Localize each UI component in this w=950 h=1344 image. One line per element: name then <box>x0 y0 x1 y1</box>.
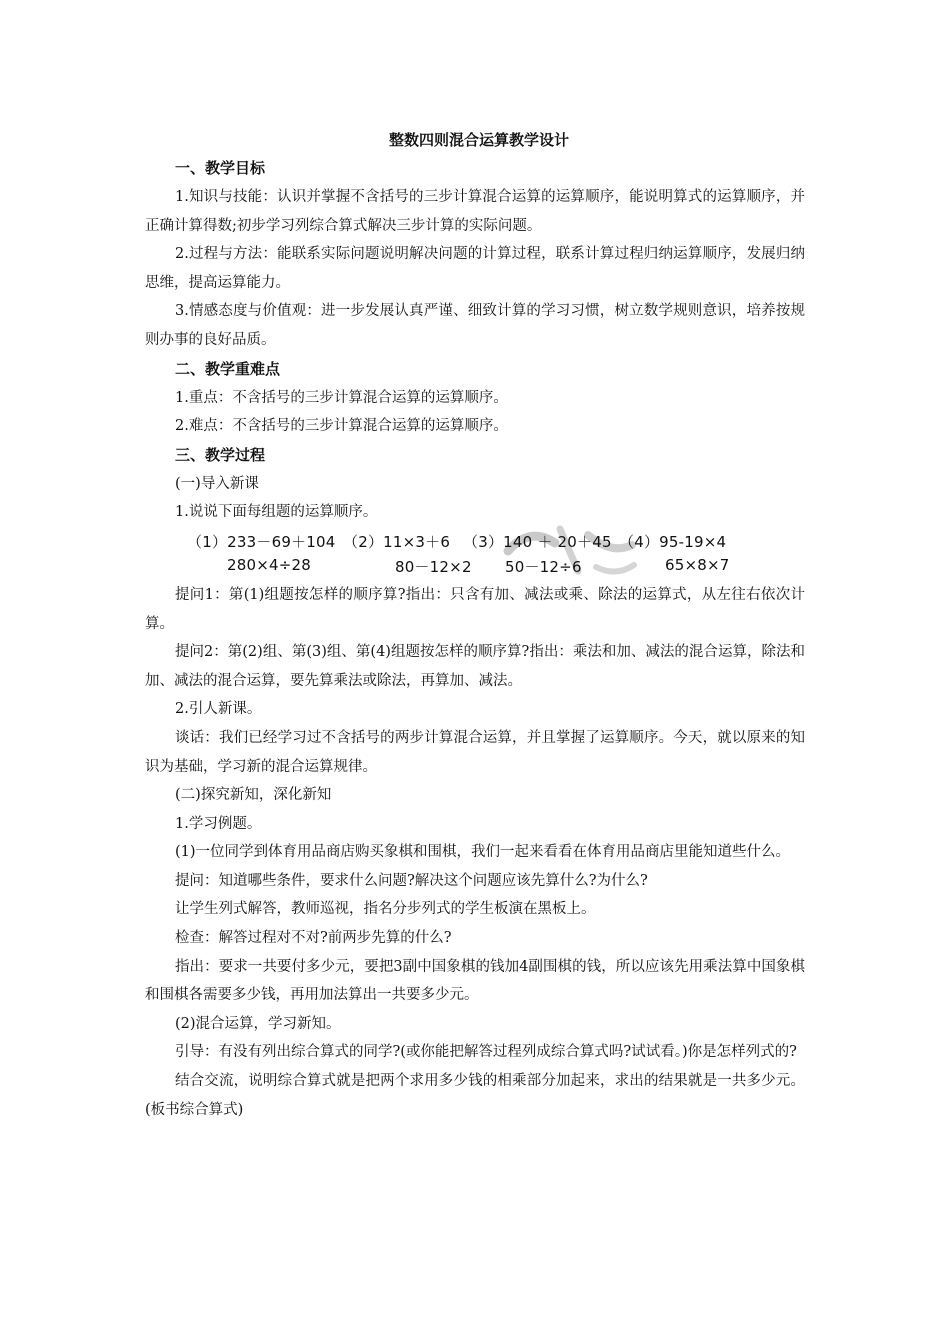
paragraph: (一)导入新课 <box>175 475 259 492</box>
exercise-item: （1）233－69＋104 <box>187 532 336 551</box>
paragraph: 让学生列式解答，教师巡视，指名分步列式的学生板演在黑板上。 <box>175 901 596 918</box>
paragraph: 1.重点：不含括号的三步计算混合运算的运算顺序。 <box>175 389 508 406</box>
exercise-item: 280×4÷28 <box>227 555 311 574</box>
exercise-item: 50－12÷6 <box>505 557 582 576</box>
paragraph: (2)混合运算，学习新知。 <box>175 1015 341 1032</box>
paragraph: 2.过程与方法：能联系实际问题说明解决问题的计算过程，联系计算过程归纳运算顺序，发展归纳思维，提高运算能力。 <box>145 246 805 291</box>
exercise-item: 80－12×2 <box>395 557 472 576</box>
section-heading-key-points: 二、教学重难点 <box>175 359 281 378</box>
paragraph: (1)一位同学到体育用品商店购买象棋和围棋，我们一起来看看在体育用品商店里能知道些什么。 <box>175 844 791 861</box>
paragraph: 指出：要求一共要付多少元，要把3副中国象棋的钱加4副围棋的钱，所以应该先用乘法算中国象棋和围棋各需要多少钱，再用加法算出一共要多少元。 <box>145 958 805 1004</box>
exercise-item: （4）95-19×4 <box>619 532 727 551</box>
paragraph: 1.说说下面每组题的运算顺序。 <box>175 504 378 521</box>
exercise-item: （2）11×3＋6 <box>343 532 451 551</box>
exercise-item: （3）140 ＋ 20＋45 <box>463 532 612 551</box>
paragraph: 提问：知道哪些条件，要求什么问题?解决这个问题应该先算什么?为什么? <box>175 872 648 889</box>
paragraph: 引导：有没有列出综合算式的同学?(或你能把解答过程列成综合算式吗?试试看。)你是怎样列式的? <box>175 1044 797 1061</box>
section-heading-objectives: 一、教学目标 <box>175 159 266 177</box>
paragraph: 提问1：第(1)组题按怎样的顺序算?指出：只含有加、减法或乘、除法的运算式，从左往右依次计算。 <box>145 586 805 632</box>
paragraph: 检查：解答过程对不对?前两步先算的什么? <box>175 930 452 947</box>
exercise-item: 65×8×7 <box>665 555 730 574</box>
section-heading-process: 三、教学过程 <box>175 445 266 464</box>
paragraph: 提问2：第(2)组、第(3)组、第(4)组题按怎样的顺序算?指出：乘法和加、减法的混合运算，除法和加、减法的混合运算，要先算乘法或除法，再算加、减法。 <box>145 644 805 689</box>
paragraph: 2.难点：不含括号的三步计算混合运算的运算顺序。 <box>175 418 508 435</box>
exercise-image <box>145 527 805 577</box>
paragraph: (二)探究新知，深化新知 <box>175 787 332 804</box>
paragraph: 谈话：我们已经学习过不含括号的两步计算混合运算，并且掌握了运算顺序。今天，就以原来的知识为基础，学习新的混合运算规律。 <box>145 729 805 775</box>
document-title: 整数四则混合运算教学设计 <box>388 131 569 149</box>
paragraph: 1.学习例题。 <box>175 815 262 832</box>
paragraph: 2.引人新课。 <box>175 701 262 718</box>
paragraph: 1.知识与技能：认识并掌握不含括号的三步计算混合运算的运算顺序，能说明算式的运算顺序，并正确计算得数;初步学习列综合算式解决三步计算的实际问题。 <box>145 189 805 234</box>
document-body <box>145 126 805 1124</box>
paragraph: 结合交流，说明综合算式就是把两个求用多少钱的相乘部分加起来，求出的结果就是一共多少元。(板书综合算式) <box>145 1073 805 1118</box>
paragraph: 3.情感态度与价值观：进一步发展认真严谨、细致计算的学习习惯，树立数学规则意识，培养按规则办事的良好品质。 <box>145 303 805 348</box>
